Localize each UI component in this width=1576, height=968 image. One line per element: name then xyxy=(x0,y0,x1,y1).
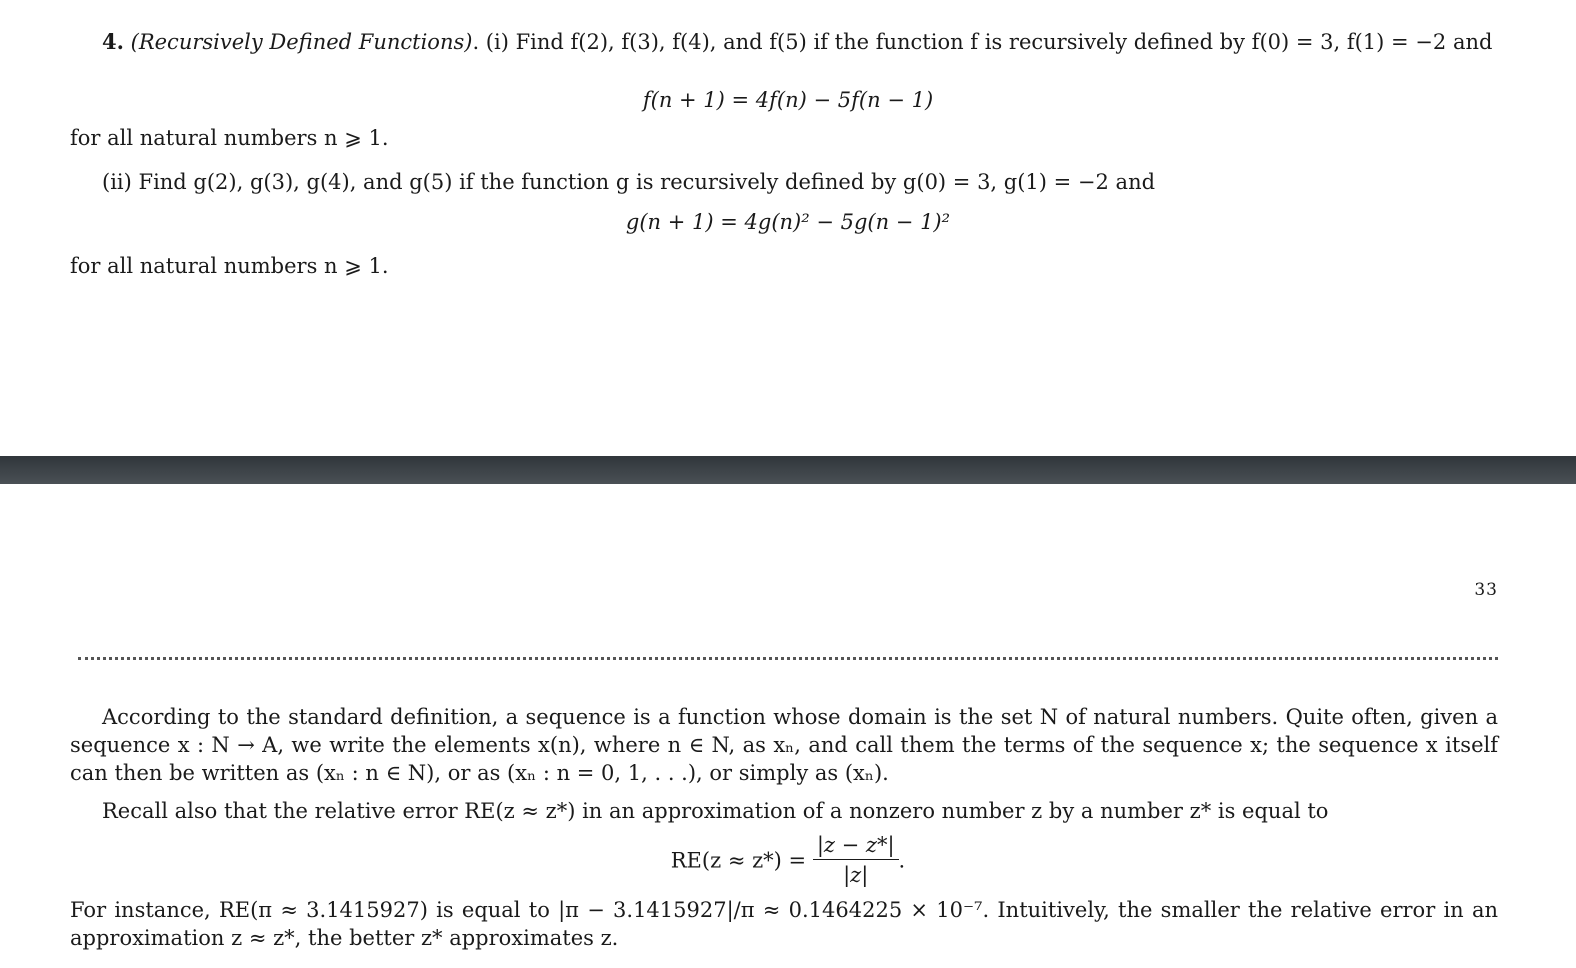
formula-lhs: RE(z ≈ z*) = xyxy=(670,848,807,873)
upper-page xyxy=(0,0,1576,456)
lower-page xyxy=(0,484,1576,968)
problem-part-2-text: (ii) Find g(2), g(3), g(4), and g(5) if the function g is recursively defined by g(0) = 3, g(1) = −2 and xyxy=(102,170,1156,194)
problem-number: 4. xyxy=(102,29,124,54)
page-separator xyxy=(0,456,1576,484)
problem-part-1-text: . (i) Find f(2), f(3), f(4), and f(5) if the function f is recursively defined by f(0) = 3, f(1) = −2 and xyxy=(472,30,1493,54)
dotted-rule xyxy=(78,657,1498,660)
equation-f-recursion: f(n + 1) = 4f(n) − 5f(n − 1) xyxy=(642,88,934,112)
relative-error-intro: Recall also that the relative error RE(z ≈ z*) in an approximation of a nonzero number z by a number z* is equal to xyxy=(102,799,1329,823)
formula-numerator: |z − z*| xyxy=(813,831,899,860)
page-number: 33 xyxy=(1474,580,1498,600)
condition-f: for all natural numbers n ⩾ 1. xyxy=(70,126,389,150)
formula-denominator: |z| xyxy=(843,863,869,887)
formula-fraction xyxy=(813,831,899,890)
sequence-definition-paragraph: According to the standard definition, a sequence is a function whose domain is the set N of natural numbers. Quite often, given a sequence x : N → A, we write the elements x(n), where n ∈ N, as xₙ, and call them the terms of the sequence x; the sequence x itself can then be written as (xₙ : n ∈ N), or as (xₙ : n = 0, 1, . . .), or simply as (xₙ). xyxy=(70,705,1498,785)
relative-error-example: For instance, RE(π ≈ 3.1415927) is equal to |π − 3.1415927|/π ≈ 0.1464225 × 10⁻⁷. Intuitively, the smaller the relative error in an approximation z ≈ z*, the better z* approximates z. xyxy=(70,898,1498,950)
relative-error-formula: RE(z ≈ z*) = $\frac{|z - z*|}{|z|}$ . xyxy=(0,831,1576,890)
problem-4-statement xyxy=(70,28,1498,56)
equation-g-recursion: g(n + 1) = 4g(n)² − 5g(n − 1)² xyxy=(625,210,951,234)
condition-g: for all natural numbers n ⩾ 1. xyxy=(70,254,389,278)
problem-title: (Recursively Defined Functions) xyxy=(130,30,473,54)
